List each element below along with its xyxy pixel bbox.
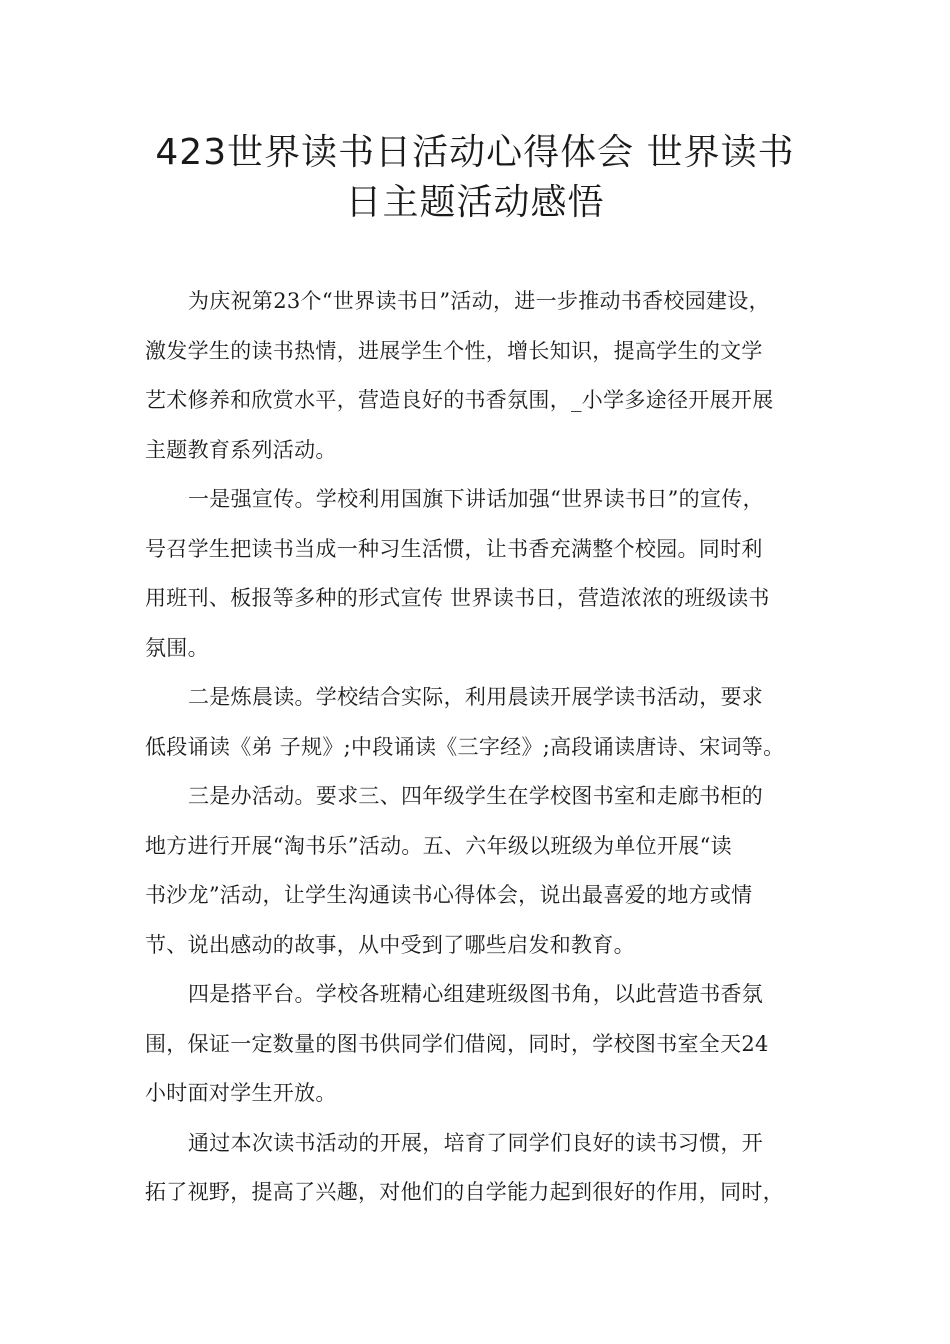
text-line: 低段诵读《弟 子规》;中段诵读《三字经》;高段诵读唐诗、宋词等。 [145, 734, 785, 759]
paragraph [145, 970, 830, 1119]
text-line: 氛围。 [145, 635, 209, 660]
text-line: 二是炼晨读。学校结合实际，利用晨读开展学读书活动，要求 [188, 685, 764, 709]
text-line: 四是搭平台。学校各班精心组建班级图书角，以此营造书香氛 [188, 982, 764, 1006]
paragraph [145, 772, 830, 970]
text-line: 号召学生把读书当成一种习生活惯，让书香充满整个校园。同时利 [145, 536, 763, 561]
document-body [145, 277, 830, 1218]
text-line: 拓了视野，提高了兴趣，对他们的自学能力起到很好的作用，同时， [145, 1180, 784, 1204]
text-line: 主题教育系列活动。 [145, 437, 337, 462]
paragraph [145, 1119, 830, 1218]
text-line: 用班刊、板报等多种的形式宣传 世界读书日，营造浓浓的班级读书 [145, 586, 770, 610]
paragraph [145, 475, 830, 673]
text-line: 三是办活动。要求三、四年级学生在学校图书室和走廊书柜的 [188, 784, 764, 808]
document-title [120, 128, 830, 228]
paragraph [145, 673, 830, 772]
title-line-1: 423世界读书日活动心得体会 世界读书 [155, 132, 795, 173]
text-line: 一是强宣传。学校利用国旗下讲话加强“世界读书日”的宣传， [188, 487, 764, 511]
text-line: 书沙龙”活动，让学生沟通读书心得体会，说出最喜爱的地方或情 [145, 883, 753, 907]
text-line: 地方进行开展“淘书乐”活动。五、六年级以班级为单位开展“读 [145, 833, 732, 858]
text-line: 小时面对学生开放。 [145, 1081, 337, 1105]
text-line: 艺术修养和欣赏水平，营造良好的书香氛围，_小学多途径开展开展 [145, 388, 774, 412]
text-line: 围，保证一定数量的图书供同学们借阅，同时，学校图书室全天24 [145, 1031, 769, 1056]
paragraph [145, 277, 830, 475]
title-line-2: 日主题活动感悟 [345, 182, 605, 223]
text-line: 为庆祝第23个“世界读书日”活动，进一步推动书香校园建设， [188, 289, 770, 313]
text-line: 激发学生的读书热情，进展学生个性，增长知识，提高学生的文学 [145, 338, 763, 363]
text-line: 节、说出感动的故事，从中受到了哪些启发和教育。 [145, 932, 635, 957]
text-line: 通过本次读书活动的开展，培育了同学们良好的读书习惯，开 [188, 1130, 764, 1155]
